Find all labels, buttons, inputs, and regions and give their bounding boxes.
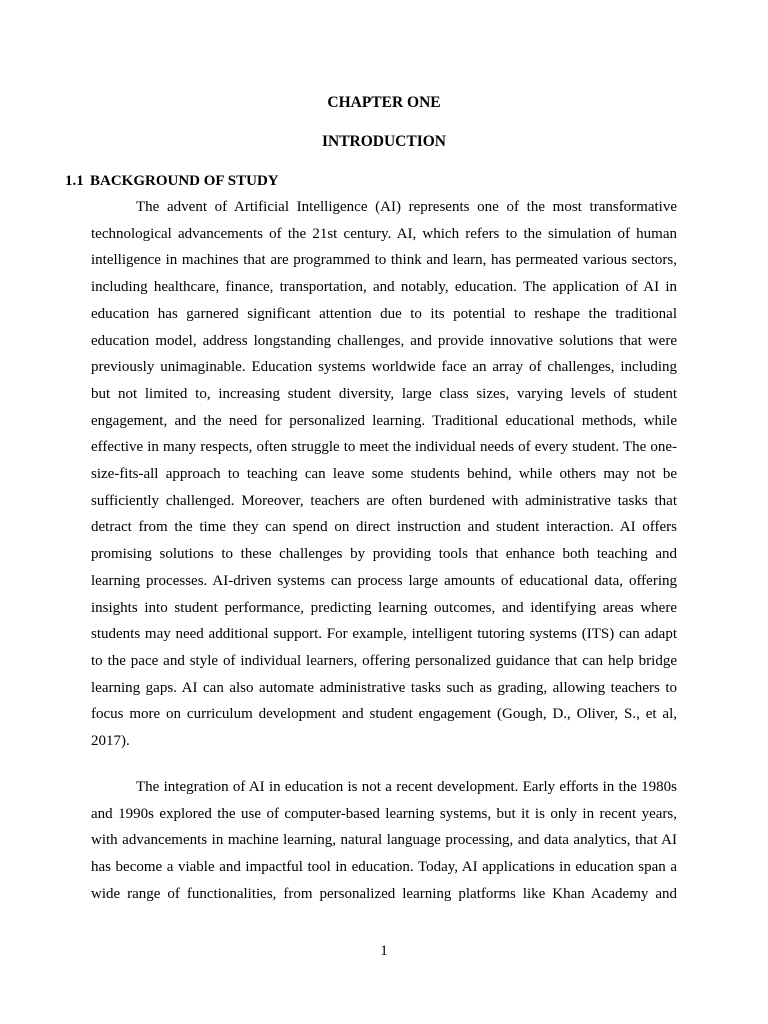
- section-heading: [65, 171, 279, 191]
- paragraph-line: promising solutions to these challenges by providing tools that enhance both teaching and: [91, 546, 677, 563]
- paragraph-line: 2017).: [91, 733, 130, 750]
- paragraph-line: engagement, and the need for personalized learning. Traditional educational methods, while: [91, 412, 677, 429]
- paragraph-line: The advent of Artificial Intelligence (AI) represents one of the most transformative: [136, 199, 677, 215]
- paragraph-2: [91, 774, 677, 908]
- paragraph-line: but not limited to, increasing student diversity, large class sizes, varying levels of student: [91, 385, 677, 402]
- chapter-subtitle: INTRODUCTION: [321, 133, 446, 150]
- paragraph-line: The integration of AI in education is not a recent development. Early efforts in the 1980s: [136, 779, 677, 795]
- paragraph-line: learning processes. AI-driven systems can process large amounts of educational data, offering: [91, 572, 677, 589]
- paragraph-line: sufficiently challenged. Moreover, teachers are often burdened with administrative tasks that: [91, 492, 677, 509]
- paragraph-line: effective in many respects, often struggle to meet the individual needs of every student. The one-: [91, 439, 677, 456]
- paragraph-line: education model, address longstanding challenges, and provide innovative solutions that were: [91, 332, 677, 349]
- chapter-title: CHAPTER ONE: [327, 94, 441, 111]
- paragraph-line: students may need additional support. For example, intelligent tutoring systems (ITS) can adapt: [91, 626, 677, 643]
- paragraph-line: focus more on curriculum development and student engagement (Gough, D., Oliver, S., et al,: [91, 706, 677, 723]
- paragraph-1: [91, 194, 677, 755]
- section-number: 1.1: [65, 173, 84, 189]
- paragraph-line: and 1990s explored the use of computer-based learning systems, but it is only in recent years,: [91, 805, 677, 822]
- paragraph-line: previously unimaginable. Education systems worldwide face an array of challenges, including: [91, 359, 677, 376]
- paragraph-line: education has garnered significant attention due to its potential to reshape the traditional: [91, 305, 677, 322]
- paragraph-line: detract from the time they can spend on direct instruction and student interaction. AI offers: [91, 519, 677, 536]
- paragraph-line: size-fits-all approach to teaching can leave some students behind, while others may not be: [91, 466, 677, 483]
- paragraph-line: learning gaps. AI can also automate administrative tasks such as grading, allowing teachers to: [91, 679, 677, 696]
- paragraph-line: has become a viable and impactful tool in education. Today, AI applications in education span a: [91, 859, 677, 876]
- paragraph-line: technological advancements of the 21st century. AI, which refers to the simulation of human: [91, 225, 677, 242]
- paragraph-line: to the pace and style of individual learners, offering personalized guidance that can help bridge: [91, 652, 677, 669]
- paragraph-line: wide range of functionalities, from personalized learning platforms like Khan Academy and: [91, 885, 677, 902]
- section-heading-text: BACKGROUND OF STUDY: [90, 173, 279, 189]
- page-number: 1: [380, 943, 388, 959]
- paragraph-line: with advancements in machine learning, natural language processing, and data analytics, that AI: [91, 832, 677, 849]
- paragraph-line: insights into student performance, predicting learning outcomes, and identifying areas where: [91, 599, 677, 616]
- paragraph-line: intelligence in machines that are programmed to think and learn, has permeated various sectors,: [91, 252, 677, 269]
- paragraph-line: including healthcare, finance, transportation, and notably, education. The application of AI in: [91, 279, 677, 296]
